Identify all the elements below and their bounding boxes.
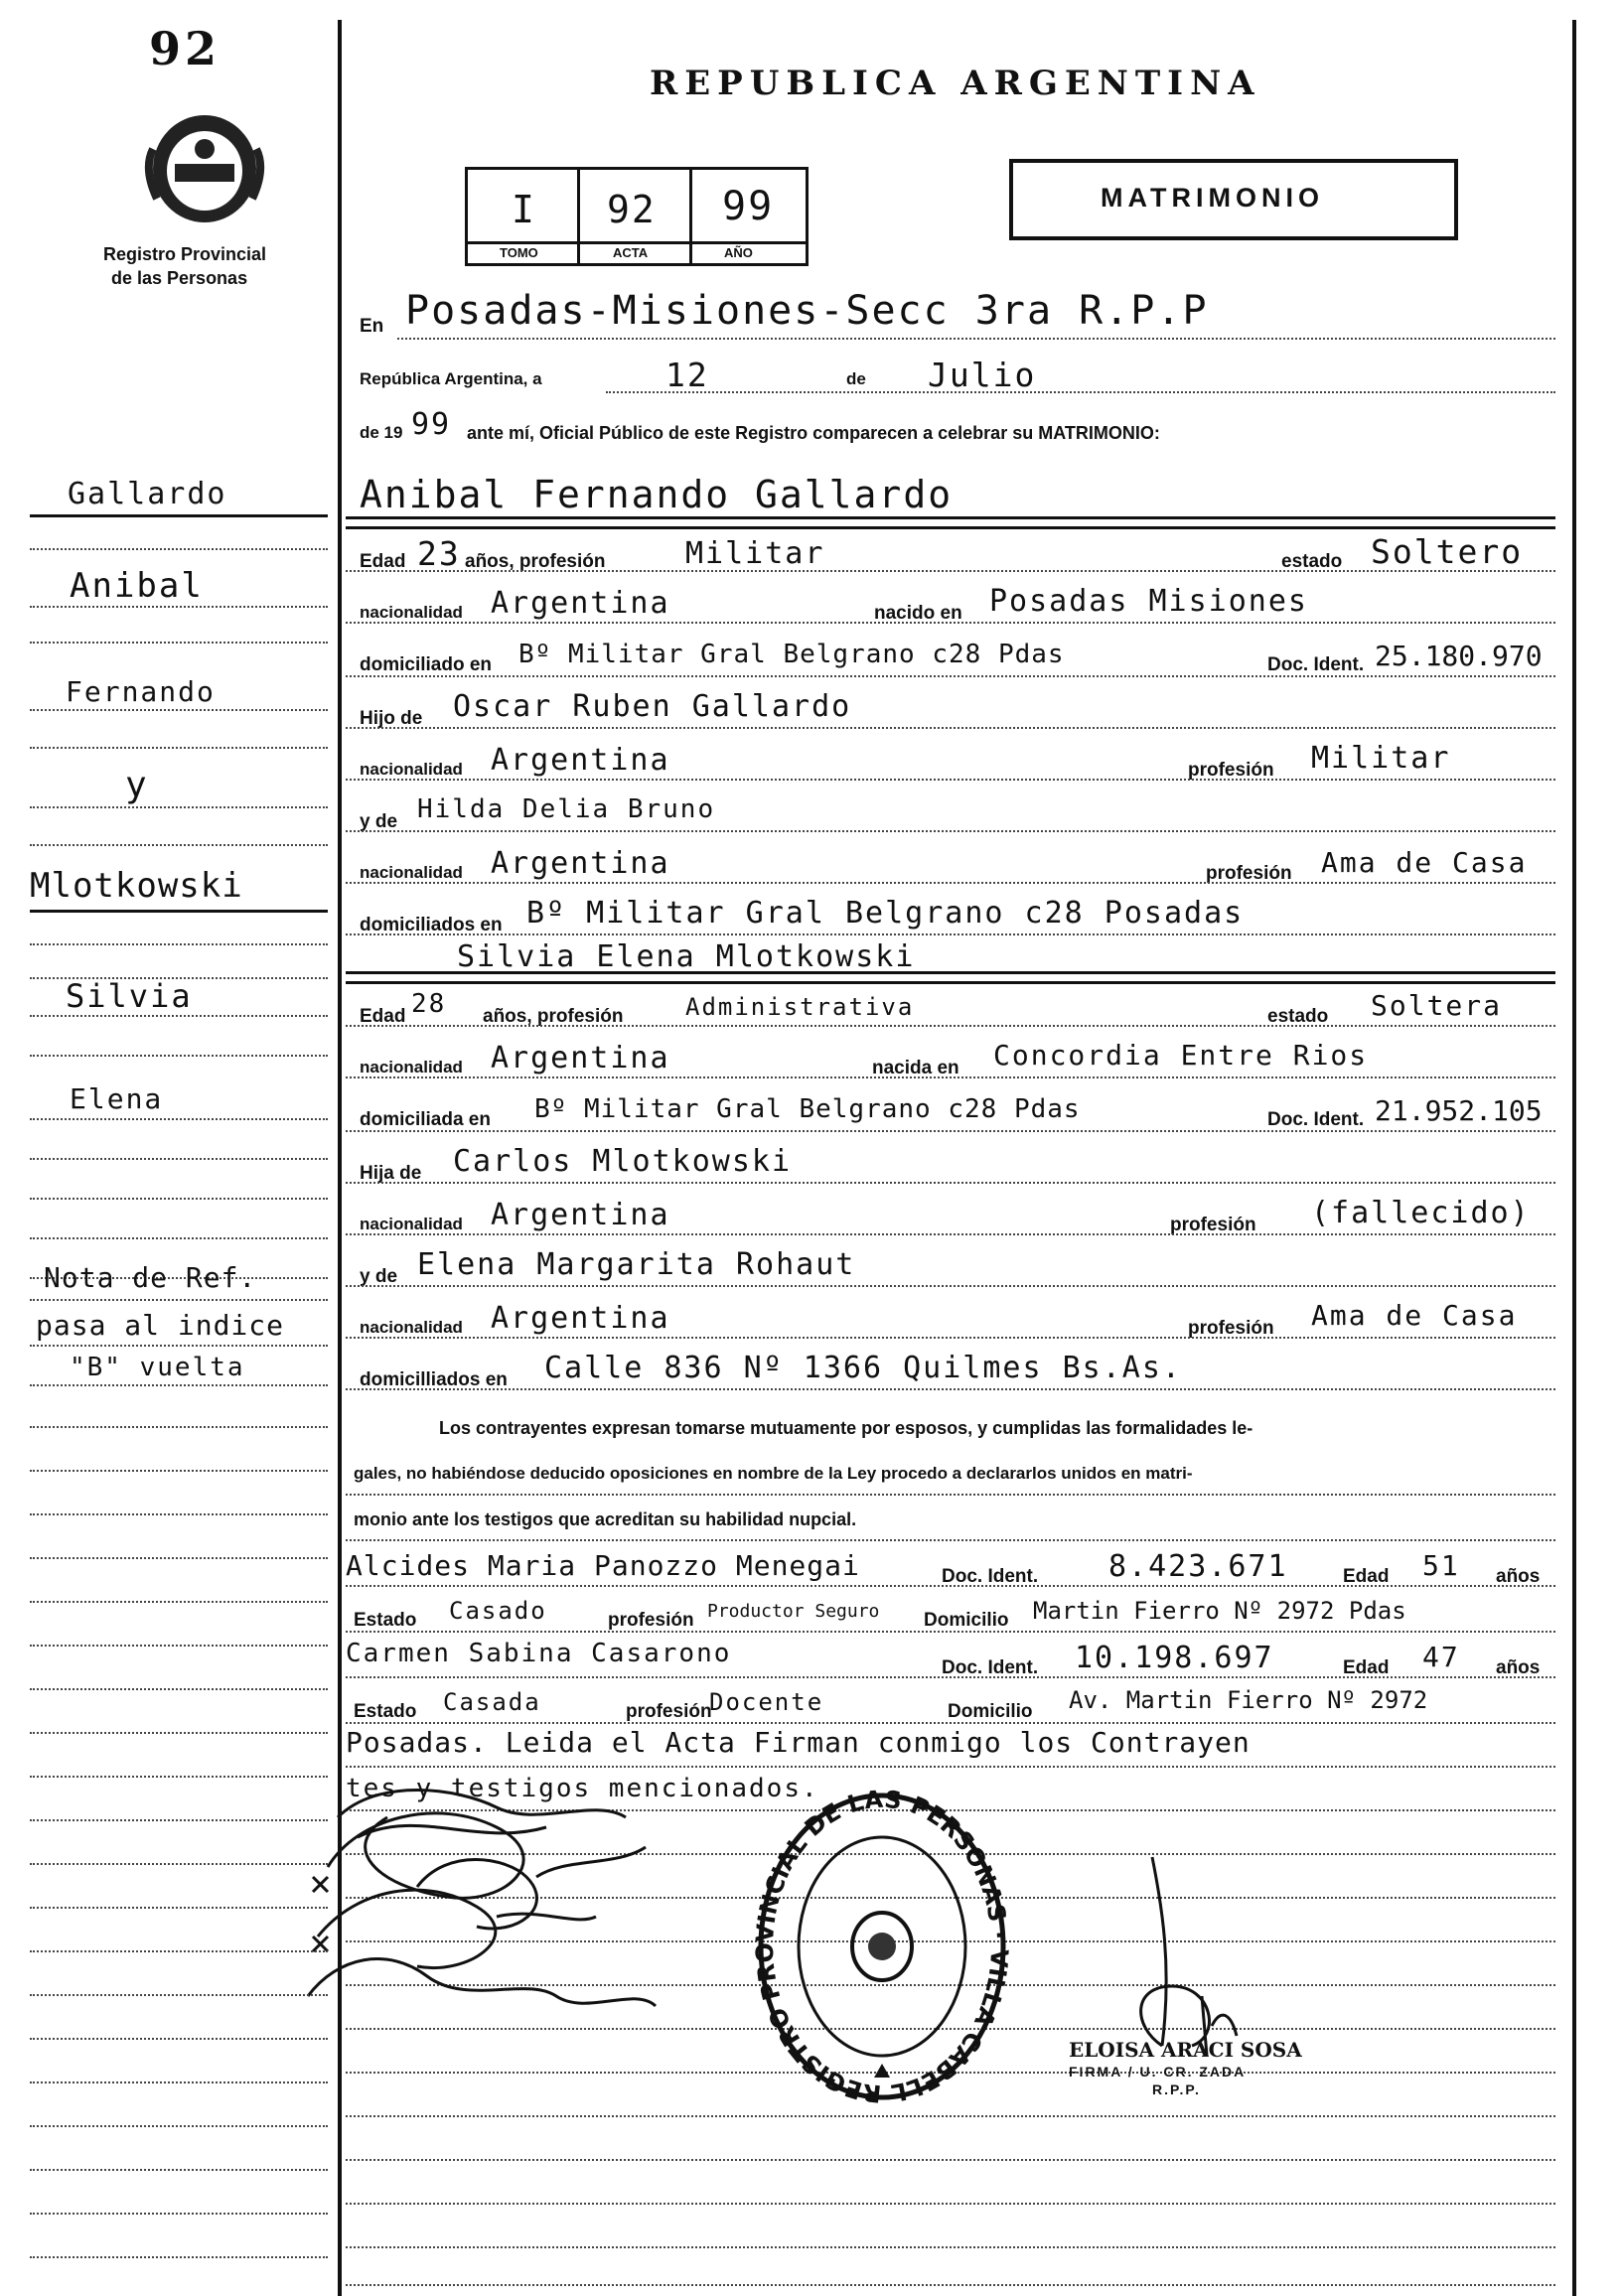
acta-label: ACTA [613, 245, 649, 260]
margin-note-surname: Gallardo [68, 477, 227, 511]
groom-father-nationality: Argentina [491, 743, 670, 778]
groom-parents-address: Bº Militar Gral Belgrano c28 Posadas [526, 896, 1245, 931]
witness1-name: Alcides Maria Panozzo Menegai [346, 1549, 860, 1582]
groom-mother-nac-label: nacionalidad [360, 863, 463, 882]
tomo-acta-ano-table [465, 167, 809, 266]
registry-emblem [135, 109, 274, 228]
year-suffix: 99 [411, 407, 452, 442]
bride-nacida-label: nacida en [872, 1058, 959, 1078]
groom-birthplace: Posadas Misiones [989, 584, 1308, 619]
margin-note-y: y [125, 765, 149, 805]
groom-doc-label: Doc. Ident. [1267, 654, 1365, 675]
official-seal [753, 1788, 1011, 2105]
groom-anos-label: años, profesión [465, 551, 606, 572]
registry-name-2: de las Personas [111, 268, 248, 288]
witness2-profession: Docente [709, 1688, 824, 1716]
groom-doc: 25.180.970 [1375, 640, 1543, 672]
closing-line1: Posadas. Leida el Acta Firman conmigo los Contrayen [346, 1726, 1251, 1759]
registry-name-1: Registro Provincial [103, 244, 267, 264]
right-frame-line [1572, 20, 1576, 2296]
intro-day: 12 [665, 356, 709, 394]
margin-note-name2: Fernando [66, 675, 216, 708]
witness2-status: Casada [443, 1688, 541, 1716]
witness1-dom-label: Domicilio [924, 1610, 1009, 1631]
bride-mother-nac-label: nacionalidad [360, 1318, 463, 1337]
bride-parents-address: Calle 836 Nº 1366 Quilmes Bs.As. [544, 1351, 1182, 1385]
groom-mother-prof-label: profesión [1206, 863, 1292, 884]
official-name: ELOISA ARACI SOSA [1069, 2038, 1302, 2062]
tomo-label: TOMO [500, 245, 538, 260]
bride-mother: Elena Margarita Rohaut [417, 1247, 856, 1282]
declaration-line3: monio ante los testigos que acreditan su habilidad nupcial. [354, 1509, 857, 1529]
bride-father-nationality: Argentina [491, 1198, 670, 1232]
groom-edad-label: Edad [360, 551, 406, 572]
de-label: de [846, 369, 866, 388]
margin-note-ref-3: "B" vuelta [70, 1353, 245, 1382]
bride-father-profession: (fallecido) [1311, 1196, 1531, 1230]
witness1-anos-label: años [1496, 1566, 1541, 1587]
seal-text: REGISTRO PROVINCIAL DE LAS PERSONAS · VILLA CABELL [753, 1788, 1011, 2105]
bride-profession: Administrativa [685, 993, 915, 1021]
groom-father-nac-label: nacionalidad [360, 760, 463, 779]
act-type-box [1009, 159, 1458, 240]
year-prefix: de 19 [360, 423, 403, 442]
witness1-profession: Productor Seguro [707, 1601, 880, 1622]
bride-age: 28 [411, 989, 447, 1019]
witness1-prof-label: profesión [608, 1610, 694, 1631]
bride-birthplace: Concordia Entre Rios [993, 1039, 1369, 1072]
witness1-status: Casado [449, 1597, 547, 1625]
witness1-doc: 8.423.671 [1108, 1549, 1288, 1584]
bride-father: Carlos Mlotkowski [453, 1144, 793, 1179]
official-title-2: R.P.P. [1152, 2081, 1201, 2097]
groom-father-prof-label: profesión [1188, 760, 1274, 781]
margin-note-bride-name1: Silvia [66, 977, 193, 1015]
page-number: 92 [149, 22, 221, 75]
declaration-line2: gales, no habiéndose deducido oposiciones en nombre de la Ley procedo a declararlos unidos en matri- [354, 1464, 1193, 1483]
groom-mother-nationality: Argentina [491, 846, 670, 881]
bride-name: Silvia Elena Mlotkowski [457, 939, 916, 974]
groom-nac-label: nacionalidad [360, 603, 463, 622]
witness1-estado-label: Estado [354, 1610, 417, 1631]
margin-note-bride-name2: Elena [70, 1082, 164, 1115]
intro-place: Posadas-Misiones-Secc 3ra R.P.P [405, 288, 1209, 334]
groom-father: Oscar Ruben Gallardo [453, 689, 852, 724]
groom-nationality: Argentina [491, 586, 670, 621]
bride-estado-label: estado [1267, 1006, 1329, 1027]
witness1-age: 51 [1422, 1549, 1460, 1582]
witness2-anos-label: años [1496, 1657, 1541, 1678]
groom-estado-label: estado [1281, 551, 1343, 572]
margin-note-ref-2: pasa al indice [36, 1309, 285, 1342]
groom-mother-profession: Ama de Casa [1321, 846, 1528, 879]
witness2-estado-label: Estado [354, 1701, 417, 1722]
bride-anos-label: años, profesión [483, 1006, 624, 1027]
republic-label: República Argentina, a [360, 369, 542, 388]
act-type: MATRIMONIO [1101, 183, 1324, 213]
groom-address: Bº Militar Gral Belgrano c28 Pdas [518, 640, 1065, 669]
intro-month: Julio [928, 356, 1037, 394]
groom-civil-status: Soltero [1371, 532, 1524, 571]
tomo-value: I [512, 188, 536, 231]
groom-nacido-label: nacido en [874, 603, 962, 624]
closing-line2: tes y testigos mencionados. [346, 1774, 819, 1803]
intro-text: ante mí, Oficial Público de este Registro comparecen a celebrar su MATRIMONIO: [467, 423, 1160, 443]
declaration-line1: Los contrayentes expresan tomarse mutuamente por esposos, y cumplidas las formalidades le- [439, 1418, 1253, 1438]
witness2-address: Av. Martin Fierro Nº 2972 [1069, 1686, 1428, 1714]
bride-nationality: Argentina [491, 1041, 670, 1076]
bride-father-nac-label: nacionalidad [360, 1215, 463, 1233]
margin-note-bride-surname: Mlotkowski [30, 866, 243, 906]
groom-hijo-label: Hijo de [360, 708, 423, 729]
bride-mother-profession: Ama de Casa [1311, 1299, 1518, 1332]
witness2-edad-label: Edad [1343, 1657, 1390, 1678]
bride-civil-status: Soltera [1371, 989, 1503, 1022]
bride-doms-label: domicilliados en [360, 1369, 508, 1390]
bride-dom-label: domiciliada en [360, 1109, 491, 1130]
bride-mother-nationality: Argentina [491, 1301, 670, 1336]
en-label: En [360, 316, 384, 337]
bride-doc: 21.952.105 [1375, 1094, 1543, 1127]
witness2-dom-label: Domicilio [948, 1701, 1033, 1722]
witness2-doc-label: Doc. Ident. [942, 1657, 1039, 1678]
witness2-name: Carmen Sabina Casarono [346, 1639, 732, 1668]
bride-yde-label: y de [360, 1266, 398, 1287]
witness2-doc: 10.198.697 [1075, 1641, 1274, 1675]
witness2-age: 47 [1422, 1641, 1460, 1673]
bride-hija-label: Hija de [360, 1163, 422, 1184]
groom-dom-label: domiciliado en [360, 654, 493, 675]
country-title: REPUBLICA ARGENTINA [650, 64, 1261, 103]
margin-note-ref-1: Nota de Ref. [44, 1261, 257, 1294]
contracting-parties-signatures [298, 1758, 814, 2056]
bride-address: Bº Militar Gral Belgrano c28 Pdas [534, 1094, 1081, 1124]
official-signature [1112, 1847, 1252, 2066]
bride-doc-label: Doc. Ident. [1267, 1109, 1365, 1130]
bride-mother-prof-label: profesión [1188, 1318, 1274, 1339]
bride-father-prof-label: profesión [1170, 1215, 1256, 1235]
emblem-seal-icon [135, 109, 274, 228]
bride-nac-label: nacionalidad [360, 1058, 463, 1076]
groom-yde-label: y de [360, 811, 398, 832]
witness2-prof-label: profesión [626, 1701, 712, 1722]
witness1-edad-label: Edad [1343, 1566, 1390, 1587]
ano-label: AÑO [724, 245, 753, 260]
ano-value: 99 [722, 184, 775, 229]
seal-stamp-icon [753, 1788, 1011, 2105]
acta-value: 92 [607, 188, 657, 231]
witness1-doc-label: Doc. Ident. [942, 1566, 1039, 1587]
groom-mother: Hilda Delia Bruno [417, 794, 716, 824]
official-title-1: FIRMA / U. CR. ZADA [1069, 2064, 1247, 2080]
bride-edad-label: Edad [360, 1006, 406, 1027]
groom-doms-label: domiciliados en [360, 915, 503, 935]
groom-profession: Militar [685, 536, 825, 571]
margin-note-name1: Anibal [70, 566, 204, 606]
groom-age: 23 [417, 534, 461, 573]
witness1-address: Martin Fierro Nº 2972 Pdas [1033, 1597, 1406, 1625]
groom-father-profession: Militar [1311, 741, 1451, 776]
groom-name: Anibal Fernando Gallardo [360, 473, 954, 516]
